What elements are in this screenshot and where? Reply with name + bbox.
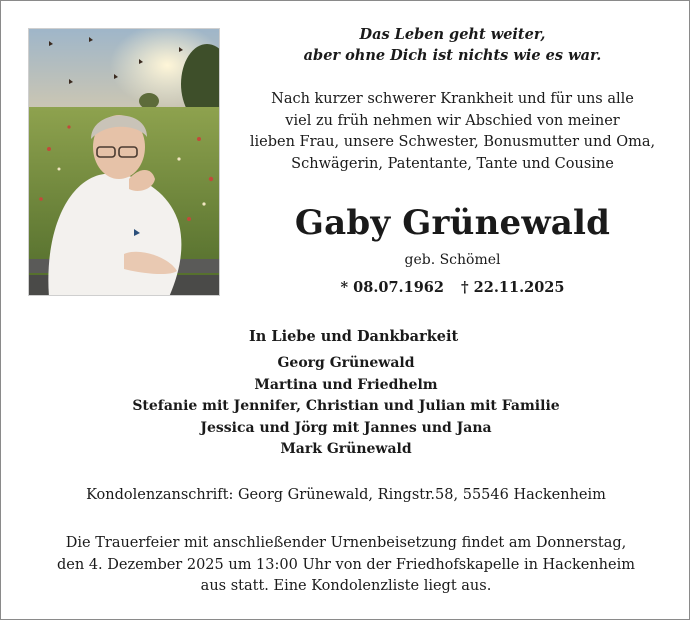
intro-line: viel zu früh nehmen wir Abschied von meiner xyxy=(285,112,620,129)
birth-name: geb. Schömel xyxy=(404,252,501,268)
intro-text xyxy=(240,89,665,175)
portrait-photo xyxy=(28,28,220,296)
intro-line: Schwägerin, Patentante, Tante und Cousine xyxy=(291,155,614,172)
intro-line: Nach kurzer schwerer Krankheit und für uns alle xyxy=(271,91,634,107)
deceased-name: Gaby Grünewald xyxy=(294,203,611,243)
mourner-name: Stefanie mit Jennifer, Christian und Julian mit Familie xyxy=(132,398,560,414)
portrait-image xyxy=(29,29,220,296)
mourners-heading: In Liebe und Dankbarkeit xyxy=(249,328,459,345)
mourner-name: Mark Grünewald xyxy=(280,441,412,457)
mourners-list xyxy=(0,353,692,461)
mourner-name: Jessica und Jörg mit Jannes und Jana xyxy=(200,419,492,436)
condolence-address: Kondolenzanschrift: Georg Grünewald, Ringstr.58, 55546 Hackenheim xyxy=(86,487,606,503)
ceremony-line: aus statt. Eine Kondolenzliste liegt aus. xyxy=(200,578,492,594)
motto-line: aber ohne Dich ist nichts wie es war. xyxy=(303,47,602,64)
motto xyxy=(240,24,665,66)
mourner-name: Martina und Friedhelm xyxy=(254,376,438,393)
ceremony-line: den 4. Dezember 2025 um 13:00 Uhr von der Friedhofskapelle in Hackenheim xyxy=(57,556,635,573)
motto-line: Das Leben geht weiter, xyxy=(359,26,546,43)
death-date: † 22.11.2025 xyxy=(461,279,565,296)
mourner-name: Georg Grünewald xyxy=(277,355,415,371)
life-dates xyxy=(240,279,665,296)
intro-line: lieben Frau, unsere Schwester, Bonusmutter und Oma, xyxy=(249,134,656,150)
ceremony-info xyxy=(0,533,692,598)
birth-date: * 08.07.1962 xyxy=(340,279,444,296)
ceremony-line: Die Trauerfeier mit anschließender Urnenbeisetzung findet am Donnerstag, xyxy=(65,535,627,551)
